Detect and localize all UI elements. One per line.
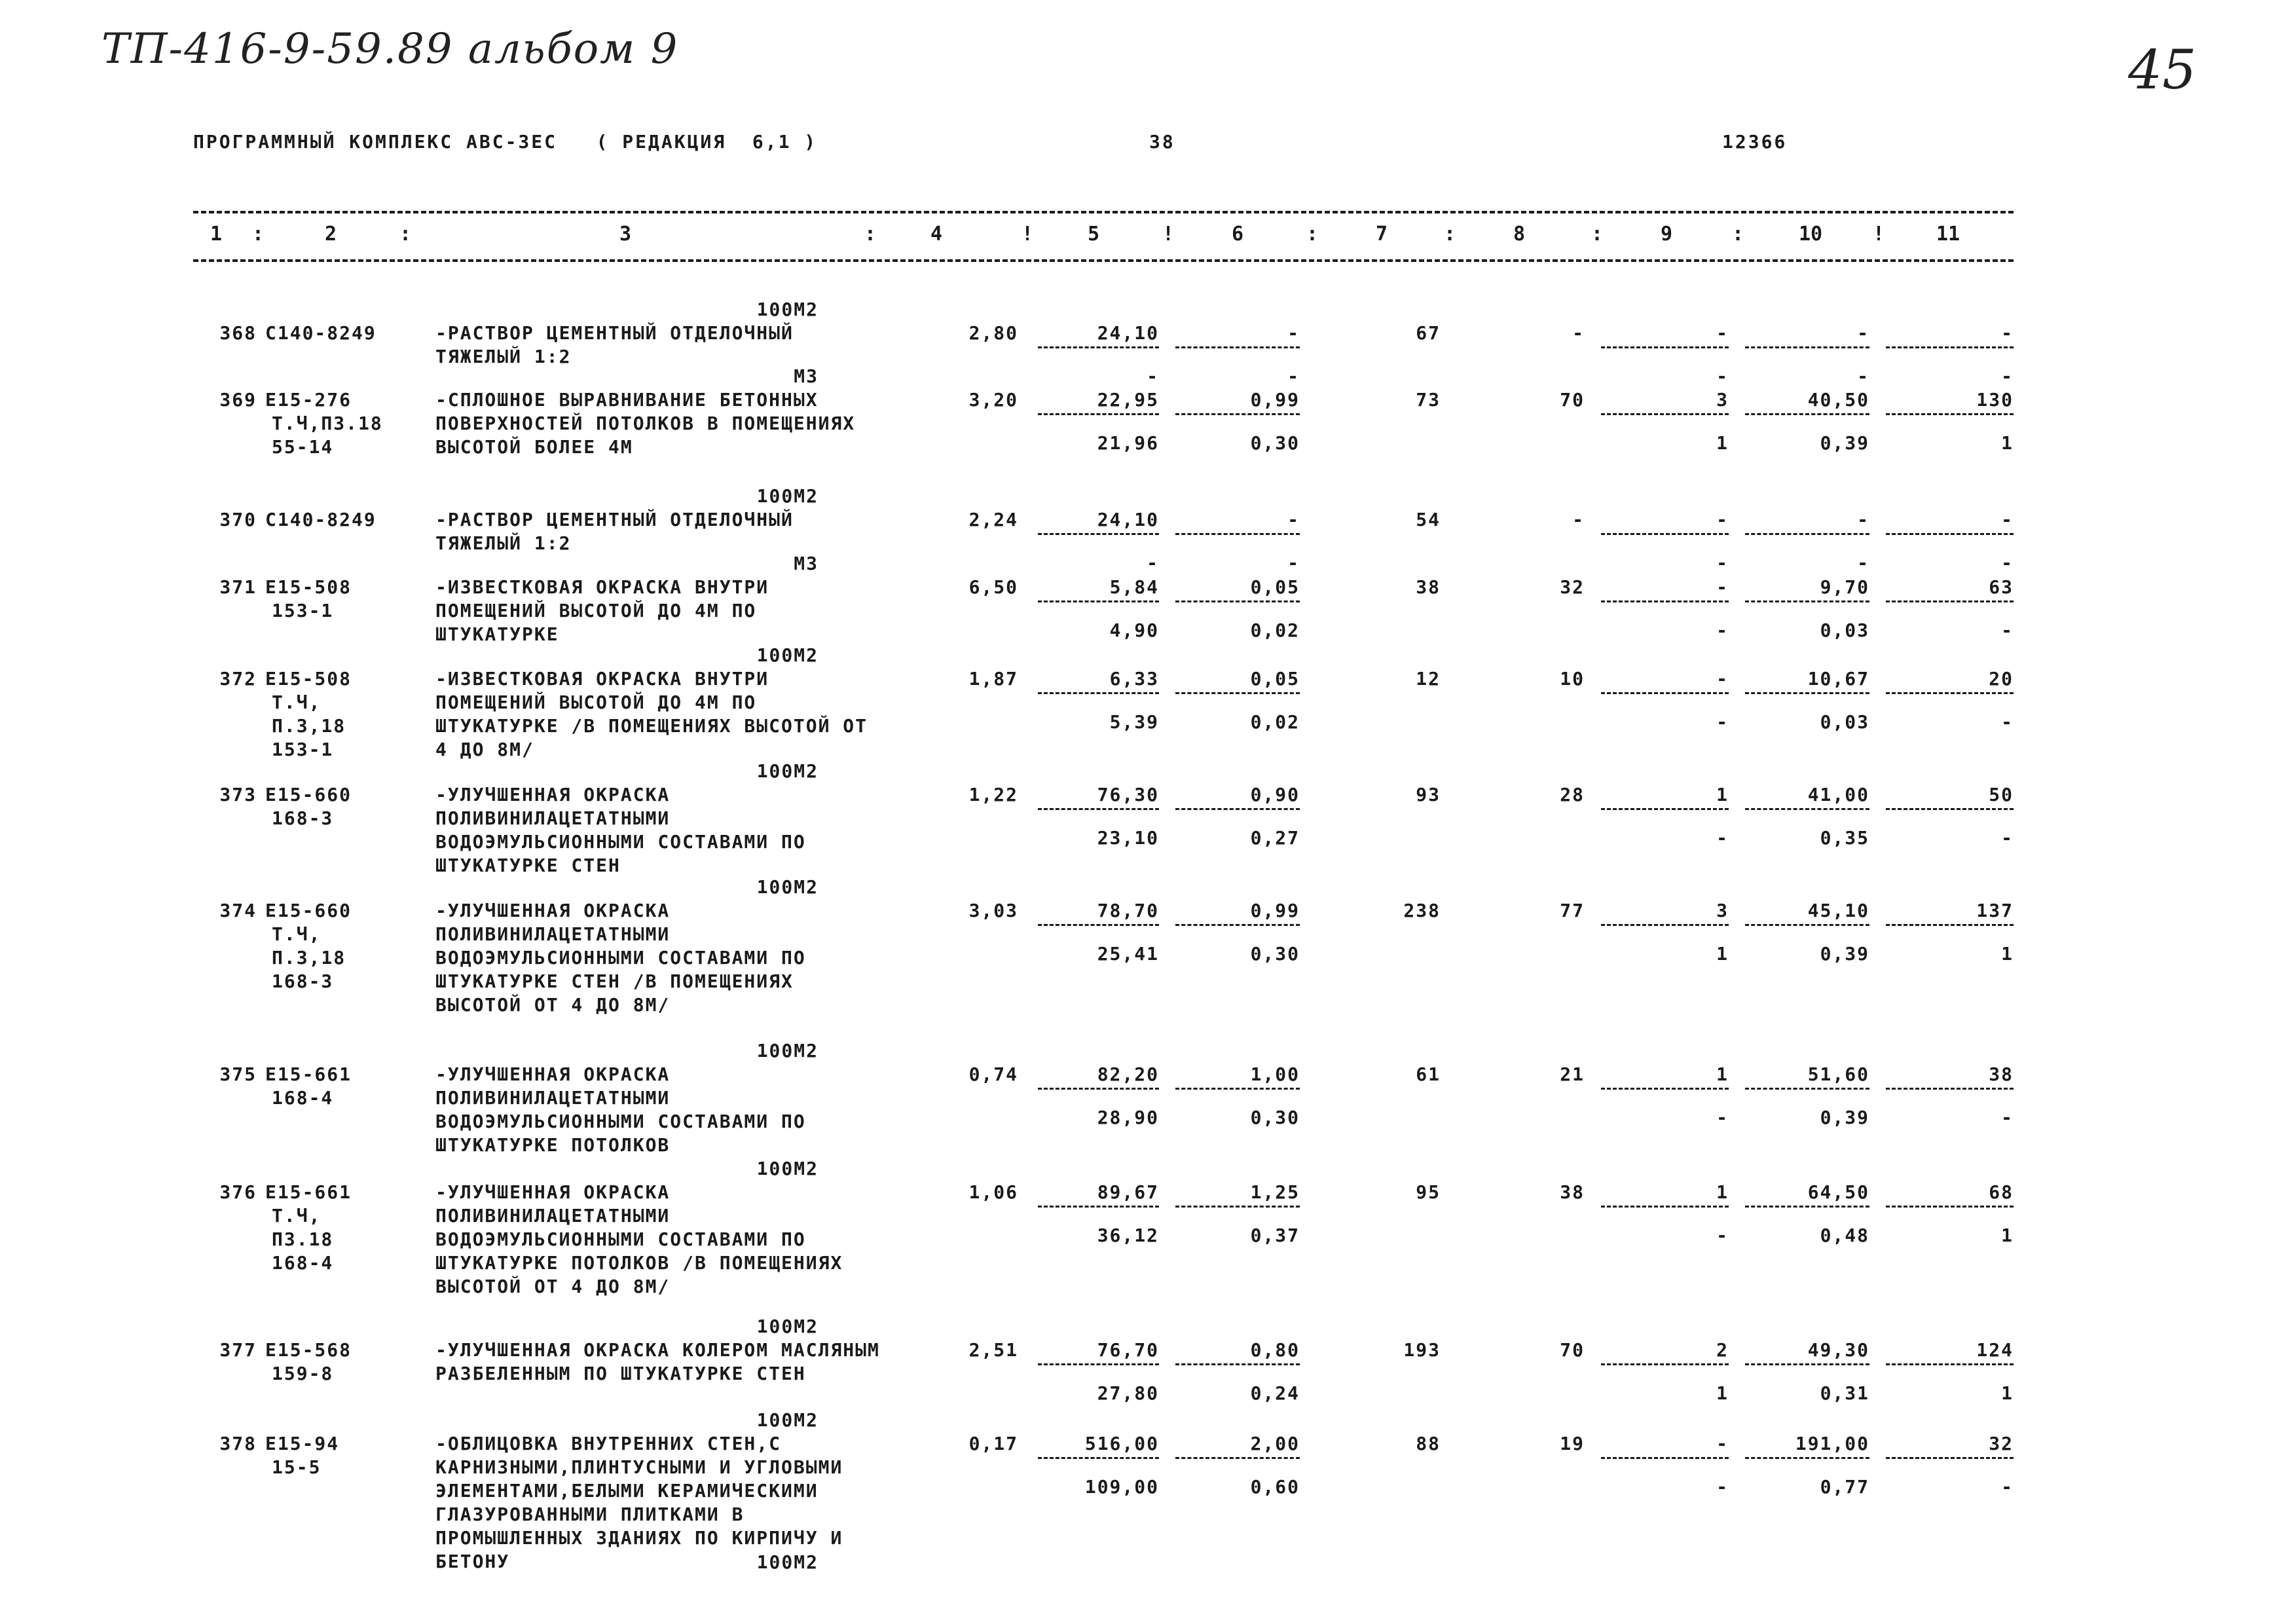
row-code: Е15-568 — [265, 1339, 352, 1361]
row-code: Е15-276 — [265, 389, 352, 411]
value-cell: 0,39 — [1820, 1107, 1869, 1128]
value-cell: 64,50 — [1807, 1181, 1869, 1203]
value-cell: 0,05 — [1250, 576, 1300, 598]
subtotal-divider — [1886, 1363, 2014, 1365]
value-cell: 23,10 — [1097, 827, 1159, 849]
value-cell: 0,31 — [1820, 1382, 1869, 1404]
value-cell: 1 — [2001, 1225, 2014, 1246]
column-header: 3 — [619, 223, 632, 246]
row-reference: 159-8 — [272, 1363, 334, 1384]
value-cell: 1 — [2001, 1382, 2014, 1404]
value-cell: - — [1716, 365, 1729, 387]
value-cell: 1 — [1716, 943, 1729, 965]
value-cell: - — [2001, 509, 2014, 530]
subtotal-divider — [1175, 1457, 1300, 1459]
value-cell: - — [1716, 827, 1729, 849]
column-separator: ! — [1021, 223, 1034, 246]
subtotal-divider — [1886, 346, 2014, 348]
row-reference: 153-1 — [272, 739, 334, 760]
value-cell: 2 — [1716, 1339, 1729, 1361]
column-separator: ! — [1162, 223, 1175, 246]
subtotal-divider — [1175, 600, 1300, 602]
row-number: 369 — [219, 389, 257, 411]
value-cell: 54 — [1416, 509, 1441, 530]
value-cell: 36,12 — [1097, 1225, 1159, 1246]
value-cell: 22,95 — [1097, 389, 1159, 411]
row-unit: М3 — [794, 553, 819, 574]
subtotal-divider — [1745, 600, 1869, 602]
value-cell: 0,99 — [1250, 389, 1300, 411]
subtotal-divider — [1601, 1206, 1729, 1208]
subtotal-divider — [1175, 692, 1300, 694]
quantity-cell: 1,22 — [968, 784, 1018, 805]
row-number: 376 — [219, 1181, 257, 1203]
value-cell: - — [1287, 365, 1300, 387]
program-title: ПРОГРАММНЫЙ КОМПЛЕКС АВС-3ЕС ( РЕДАКЦИЯ 6,1 ) — [193, 131, 818, 153]
subtotal-divider — [1886, 1088, 2014, 1090]
sheet-number: 38 — [1149, 131, 1175, 153]
subtotal-divider — [1601, 808, 1729, 810]
value-cell: 5,84 — [1109, 576, 1159, 598]
subtotal-divider — [1601, 346, 1729, 348]
document-number: 12366 — [1722, 131, 1788, 153]
quantity-cell: 6,50 — [968, 576, 1018, 598]
column-separator: : — [399, 223, 412, 246]
value-cell: 137 — [1976, 900, 2014, 921]
row-number: 373 — [219, 784, 257, 805]
value-cell: 24,10 — [1097, 509, 1159, 530]
value-cell: - — [2001, 827, 2014, 849]
value-cell: 1 — [1716, 1382, 1729, 1404]
value-cell: 38 — [1989, 1063, 2014, 1085]
row-reference: 168-3 — [272, 970, 334, 992]
subtotal-divider — [1601, 692, 1729, 694]
value-cell: 0,27 — [1250, 827, 1300, 849]
value-cell: 0,02 — [1250, 711, 1300, 733]
column-separator: : — [864, 223, 877, 246]
document-code: ТП-416-9-59.89 альбом 9 — [101, 25, 679, 73]
column-header: 10 — [1798, 223, 1823, 246]
value-cell: 193 — [1403, 1339, 1441, 1361]
page-number: 45 — [2128, 39, 2197, 101]
value-cell: 49,30 — [1807, 1339, 1869, 1361]
subtotal-divider — [1886, 692, 2014, 694]
value-cell: - — [2001, 711, 2014, 733]
subtotal-divider — [1175, 413, 1300, 415]
value-cell: 0,35 — [1820, 827, 1869, 849]
value-cell: 63 — [1989, 576, 2014, 598]
row-unit: 100М2 — [756, 1316, 819, 1337]
row-number: 368 — [219, 322, 257, 344]
value-cell: - — [1716, 1225, 1729, 1246]
value-cell: 28 — [1560, 784, 1585, 805]
value-cell: 3 — [1716, 900, 1729, 921]
value-cell: 82,20 — [1097, 1063, 1159, 1085]
value-cell: 12 — [1416, 668, 1441, 690]
row-description: -ИЗВЕСТКОВАЯ ОКРАСКА ВНУТРИ ПОМЕЩЕНИЙ ВЫСОТОЙ ДО 4М ПО ШТУКАТУРКЕ — [435, 576, 782, 645]
subtotal-divider — [1175, 1363, 1300, 1365]
row-description: -УЛУЧШЕННАЯ ОКРАСКА ПОЛИВИНИЛАЦЕТАТНЫМИ ВОДОЭМУЛЬСИОННЫМИ СОСТАВАМИ ПО ШТУКАТУРКЕ ПОТОЛКОВ — [435, 1063, 819, 1156]
value-cell: - — [1147, 365, 1159, 387]
row-code: Е15-661 — [265, 1181, 352, 1203]
column-separator: : — [1444, 223, 1456, 246]
value-cell: 0,37 — [1250, 1225, 1300, 1246]
subtotal-divider — [1038, 1363, 1159, 1365]
row-unit: 100М2 — [756, 1040, 819, 1061]
value-cell: 0,39 — [1820, 432, 1869, 454]
value-cell: 70 — [1560, 389, 1585, 411]
row-number: 378 — [219, 1433, 257, 1454]
row-number: 370 — [219, 509, 257, 530]
value-cell: 1 — [1716, 432, 1729, 454]
subtotal-divider — [1745, 1457, 1869, 1459]
value-cell: 1 — [1716, 1181, 1729, 1203]
subtotal-divider — [1038, 413, 1159, 415]
value-cell: - — [1716, 1433, 1729, 1454]
row-description: -РАСТВОР ЦЕМЕНТНЫЙ ОТДЕЛОЧНЫЙ ТЯЖЕЛЫЙ 1:2 — [435, 509, 806, 554]
row-unit: 100М2 — [756, 876, 819, 898]
column-header: 9 — [1660, 223, 1673, 246]
row-reference: Т.Ч, — [272, 923, 322, 945]
value-cell: 25,41 — [1097, 943, 1159, 965]
subtotal-divider — [1038, 692, 1159, 694]
quantity-cell: 3,20 — [968, 389, 1018, 411]
subtotal-divider — [1175, 808, 1300, 810]
row-reference: Т.Ч, — [272, 1205, 322, 1227]
value-cell: 0,60 — [1250, 1476, 1300, 1498]
subtotal-divider — [1745, 808, 1869, 810]
value-cell: 32 — [1989, 1433, 2014, 1454]
row-unit: 100М2 — [756, 760, 819, 782]
row-reference: 55-14 — [272, 436, 334, 458]
subtotal-divider — [1175, 533, 1300, 535]
value-cell: - — [1716, 1476, 1729, 1498]
value-cell: 77 — [1560, 900, 1585, 921]
subtotal-divider — [1886, 924, 2014, 926]
value-cell: - — [1857, 322, 1869, 344]
subtotal-divider — [1886, 808, 2014, 810]
value-cell: 93 — [1416, 784, 1441, 805]
value-cell: 9,70 — [1820, 576, 1869, 598]
subtotal-divider — [1601, 1088, 1729, 1090]
value-cell: 109,00 — [1084, 1476, 1159, 1498]
subtotal-divider — [1038, 346, 1159, 348]
subtotal-divider — [1886, 413, 2014, 415]
value-cell: - — [2001, 619, 2014, 641]
column-separator: : — [1732, 223, 1744, 246]
value-cell: 50 — [1989, 784, 2014, 805]
value-cell: 0,39 — [1820, 943, 1869, 965]
row-reference: 168-4 — [272, 1252, 334, 1274]
quantity-cell: 3,03 — [968, 900, 1018, 921]
subtotal-divider — [1745, 346, 1869, 348]
value-cell: - — [1716, 576, 1729, 598]
value-cell: 73 — [1416, 389, 1441, 411]
row-unit: 100М2 — [756, 485, 819, 507]
row-number: 377 — [219, 1339, 257, 1361]
column-header: 4 — [930, 223, 943, 246]
subtotal-divider — [1038, 533, 1159, 535]
value-cell: 76,70 — [1097, 1339, 1159, 1361]
value-cell: 1 — [2001, 432, 2014, 454]
value-cell: - — [1716, 509, 1729, 530]
value-cell: 516,00 — [1084, 1433, 1159, 1454]
value-cell: 0,30 — [1250, 943, 1300, 965]
value-cell: 10,67 — [1807, 668, 1869, 690]
value-cell: - — [1716, 619, 1729, 641]
value-cell: 0,99 — [1250, 900, 1300, 921]
row-description: -ОБЛИЦОВКА ВНУТРЕННИХ СТЕН,С КАРНИЗНЫМИ,ПЛИНТУСНЫМИ И УГЛОВЫМИ ЭЛЕМЕНТАМИ,БЕЛЫМИ КЕРАМИЧЕСКИМИ ГЛАЗУРОВАННЫМИ ПЛИТКАМИ В ПРОМЫШЛЕННЫХ ЗДАНИЯХ ПО КИРПИЧУ И БЕТОНУ — [435, 1433, 856, 1572]
value-cell: 0,03 — [1820, 711, 1869, 733]
value-cell: 0,05 — [1250, 668, 1300, 690]
value-cell: 238 — [1403, 900, 1441, 921]
column-separator: : — [1306, 223, 1319, 246]
value-cell: 1,00 — [1250, 1063, 1300, 1085]
row-description: -УЛУЧШЕННАЯ ОКРАСКА ПОЛИВИНИЛАЦЕТАТНЫМИ ВОДОЭМУЛЬСИОННЫМИ СОСТАВАМИ ПО ШТУКАТУРКЕ СТЕН — [435, 784, 819, 876]
value-cell: 67 — [1416, 322, 1441, 344]
column-header: 11 — [1936, 223, 1960, 246]
value-cell: 78,70 — [1097, 900, 1159, 921]
quantity-cell: 1,06 — [968, 1181, 1018, 1203]
quantity-cell: 0,17 — [968, 1433, 1018, 1454]
value-cell: 41,00 — [1807, 784, 1869, 805]
row-description: -ИЗВЕСТКОВАЯ ОКРАСКА ВНУТРИ ПОМЕЩЕНИЙ ВЫСОТОЙ ДО 4М ПО ШТУКАТУРКЕ /В ПОМЕЩЕНИЯХ ВЫСОТОЙ ОТ 4 ДО 8М/ — [435, 668, 880, 760]
value-cell: 38 — [1416, 576, 1441, 598]
subtotal-divider — [1038, 1206, 1159, 1208]
row-reference: Т.Ч, — [272, 692, 322, 713]
value-cell: 89,67 — [1097, 1181, 1159, 1203]
value-cell: 0,30 — [1250, 1107, 1300, 1128]
value-cell: - — [1716, 711, 1729, 733]
value-cell: - — [1287, 509, 1300, 530]
column-header: 6 — [1231, 223, 1244, 246]
column-separator: : — [252, 223, 265, 246]
row-description: -УЛУЧШЕННАЯ ОКРАСКА КОЛЕРОМ МАСЛЯНЫМ РАЗБЕЛЕННЫМ ПО ШТУКАТУРКЕ СТЕН — [435, 1339, 893, 1384]
column-header: 5 — [1087, 223, 1100, 246]
value-cell: 68 — [1989, 1181, 2014, 1203]
value-cell: 0,02 — [1250, 619, 1300, 641]
column-header: 8 — [1513, 223, 1526, 246]
value-cell: 0,80 — [1250, 1339, 1300, 1361]
subtotal-divider — [1886, 1206, 2014, 1208]
subtotal-divider — [1745, 1206, 1869, 1208]
subtotal-divider — [1038, 1457, 1159, 1459]
quantity-cell: 2,51 — [968, 1339, 1018, 1361]
subtotal-divider — [1601, 413, 1729, 415]
value-cell: - — [1572, 322, 1585, 344]
row-reference: 15-5 — [272, 1456, 322, 1478]
value-cell: 88 — [1416, 1433, 1441, 1454]
row-code: С140-8249 — [265, 322, 377, 344]
value-cell: - — [1857, 365, 1869, 387]
quantity-cell: 2,24 — [968, 509, 1018, 530]
subtotal-divider — [1601, 1457, 1729, 1459]
value-cell: 51,60 — [1807, 1063, 1869, 1085]
value-cell: - — [1572, 509, 1585, 530]
value-cell: 45,10 — [1807, 900, 1869, 921]
value-cell: - — [1147, 552, 1159, 574]
value-cell: 27,80 — [1097, 1382, 1159, 1404]
value-cell: 0,48 — [1820, 1225, 1869, 1246]
column-separator: ! — [1873, 223, 1885, 246]
value-cell: - — [1287, 322, 1300, 344]
value-cell: 24,10 — [1097, 322, 1159, 344]
value-cell: 1,25 — [1250, 1181, 1300, 1203]
row-reference: П.3,18 — [272, 947, 346, 969]
value-cell: 19 — [1560, 1433, 1585, 1454]
subtotal-divider — [1601, 924, 1729, 926]
value-cell: 6,33 — [1109, 668, 1159, 690]
value-cell: 1 — [1716, 784, 1729, 805]
subtotal-divider — [1175, 346, 1300, 348]
value-cell: 0,03 — [1820, 619, 1869, 641]
row-description: -УЛУЧШЕННАЯ ОКРАСКА ПОЛИВИНИЛАЦЕТАТНЫМИ ВОДОЭМУЛЬСИОННЫМИ СОСТАВАМИ ПО ШТУКАТУРКЕ СТЕН /В ПОМЕЩЕНИЯХ ВЫСОТОЙ ОТ 4 ДО 8М/ — [435, 900, 819, 1016]
value-cell: 0,77 — [1820, 1476, 1869, 1498]
value-cell: - — [2001, 552, 2014, 574]
value-cell: - — [1716, 552, 1729, 574]
header-top-rule — [193, 211, 2014, 213]
value-cell: - — [2001, 1107, 2014, 1128]
column-separator: : — [1591, 223, 1604, 246]
row-description: -СПЛОШНОЕ ВЫРАВНИВАНИЕ БЕТОННЫХ ПОВЕРХНОСТЕЙ ПОТОЛКОВ В ПОМЕЩЕНИЯХ ВЫСОТОЙ БОЛЕЕ 4М — [435, 389, 868, 458]
subtotal-divider — [1038, 924, 1159, 926]
value-cell: 3 — [1716, 389, 1729, 411]
value-cell: 40,50 — [1807, 389, 1869, 411]
value-cell: 5,39 — [1109, 711, 1159, 733]
value-cell: - — [2001, 365, 2014, 387]
subtotal-divider — [1886, 600, 2014, 602]
row-number: 371 — [219, 576, 257, 598]
row-description: -УЛУЧШЕННАЯ ОКРАСКА ПОЛИВИНИЛАЦЕТАТНЫМИ ВОДОЭМУЛЬСИОННЫМИ СОСТАВАМИ ПО ШТУКАТУРКЕ ПОТОЛКОВ /В ПОМЕЩЕНИЯХ ВЫСОТОЙ ОТ 4 ДО 8М/ — [435, 1181, 856, 1297]
row-reference: П.3,18 — [272, 715, 346, 737]
value-cell: - — [1716, 322, 1729, 344]
value-cell: 10 — [1560, 668, 1585, 690]
row-description: -РАСТВОР ЦЕМЕНТНЫЙ ОТДЕЛОЧНЫЙ ТЯЖЕЛЫЙ 1:2 — [435, 322, 806, 367]
value-cell: - — [1716, 1107, 1729, 1128]
subtotal-divider — [1038, 808, 1159, 810]
row-unit: 100М2 — [756, 644, 819, 666]
subtotal-divider — [1745, 924, 1869, 926]
column-header: 1 — [210, 223, 223, 246]
subtotal-divider — [1175, 924, 1300, 926]
value-cell: 32 — [1560, 576, 1585, 598]
subtotal-divider — [1745, 533, 1869, 535]
value-cell: 4,90 — [1109, 619, 1159, 641]
value-cell: - — [2001, 322, 2014, 344]
row-code: Е15-508 — [265, 668, 352, 690]
value-cell: 76,30 — [1097, 784, 1159, 805]
subtotal-divider — [1175, 1206, 1300, 1208]
subtotal-divider — [1745, 413, 1869, 415]
subtotal-divider — [1601, 533, 1729, 535]
row-unit: 100М2 — [756, 1551, 819, 1573]
subtotal-divider — [1601, 600, 1729, 602]
row-code: Е15-508 — [265, 576, 352, 598]
row-code: Е15-661 — [265, 1063, 352, 1085]
row-unit: М3 — [794, 365, 819, 387]
header-bottom-rule — [193, 259, 2014, 262]
row-code: С140-8249 — [265, 509, 377, 530]
value-cell: 2,00 — [1250, 1433, 1300, 1454]
value-cell: 1 — [1716, 1063, 1729, 1085]
row-unit: 100М2 — [756, 1158, 819, 1179]
subtotal-divider — [1038, 1088, 1159, 1090]
value-cell: 0,24 — [1250, 1382, 1300, 1404]
value-cell: - — [2001, 1476, 2014, 1498]
row-unit: 100М2 — [756, 299, 819, 320]
value-cell: - — [1857, 509, 1869, 530]
value-cell: 0,30 — [1250, 432, 1300, 454]
row-code: Е15-660 — [265, 784, 352, 805]
value-cell: - — [1287, 552, 1300, 574]
row-reference: 168-3 — [272, 807, 334, 829]
column-header: 7 — [1375, 223, 1388, 246]
row-reference: П3.18 — [272, 1228, 334, 1250]
value-cell: 21 — [1560, 1063, 1585, 1085]
row-number: 375 — [219, 1063, 257, 1085]
subtotal-divider — [1038, 600, 1159, 602]
row-reference: Т.Ч,ПЗ.18 — [272, 413, 383, 434]
value-cell: 28,90 — [1097, 1107, 1159, 1128]
row-reference: 168-4 — [272, 1087, 334, 1109]
subtotal-divider — [1886, 1457, 2014, 1459]
quantity-cell: 2,80 — [968, 322, 1018, 344]
row-code: Е15-660 — [265, 900, 352, 921]
row-reference: 153-1 — [272, 600, 334, 621]
value-cell: 191,00 — [1795, 1433, 1869, 1454]
quantity-cell: 1,87 — [968, 668, 1018, 690]
value-cell: 20 — [1989, 668, 2014, 690]
value-cell: 21,96 — [1097, 432, 1159, 454]
subtotal-divider — [1175, 1088, 1300, 1090]
value-cell: 95 — [1416, 1181, 1441, 1203]
value-cell: 124 — [1976, 1339, 2014, 1361]
value-cell: - — [1857, 552, 1869, 574]
value-cell: 70 — [1560, 1339, 1585, 1361]
quantity-cell: 0,74 — [968, 1063, 1018, 1085]
value-cell: 38 — [1560, 1181, 1585, 1203]
value-cell: 130 — [1976, 389, 2014, 411]
row-code: Е15-94 — [265, 1433, 340, 1454]
subtotal-divider — [1601, 1363, 1729, 1365]
subtotal-divider — [1745, 692, 1869, 694]
column-header: 2 — [324, 223, 337, 246]
value-cell: 0,90 — [1250, 784, 1300, 805]
value-cell: - — [1716, 668, 1729, 690]
value-cell: 61 — [1416, 1063, 1441, 1085]
subtotal-divider — [1745, 1088, 1869, 1090]
row-number: 374 — [219, 900, 257, 921]
subtotal-divider — [1745, 1363, 1869, 1365]
row-unit: 100М2 — [756, 1409, 819, 1431]
subtotal-divider — [1886, 533, 2014, 535]
value-cell: 1 — [2001, 943, 2014, 965]
row-number: 372 — [219, 668, 257, 690]
